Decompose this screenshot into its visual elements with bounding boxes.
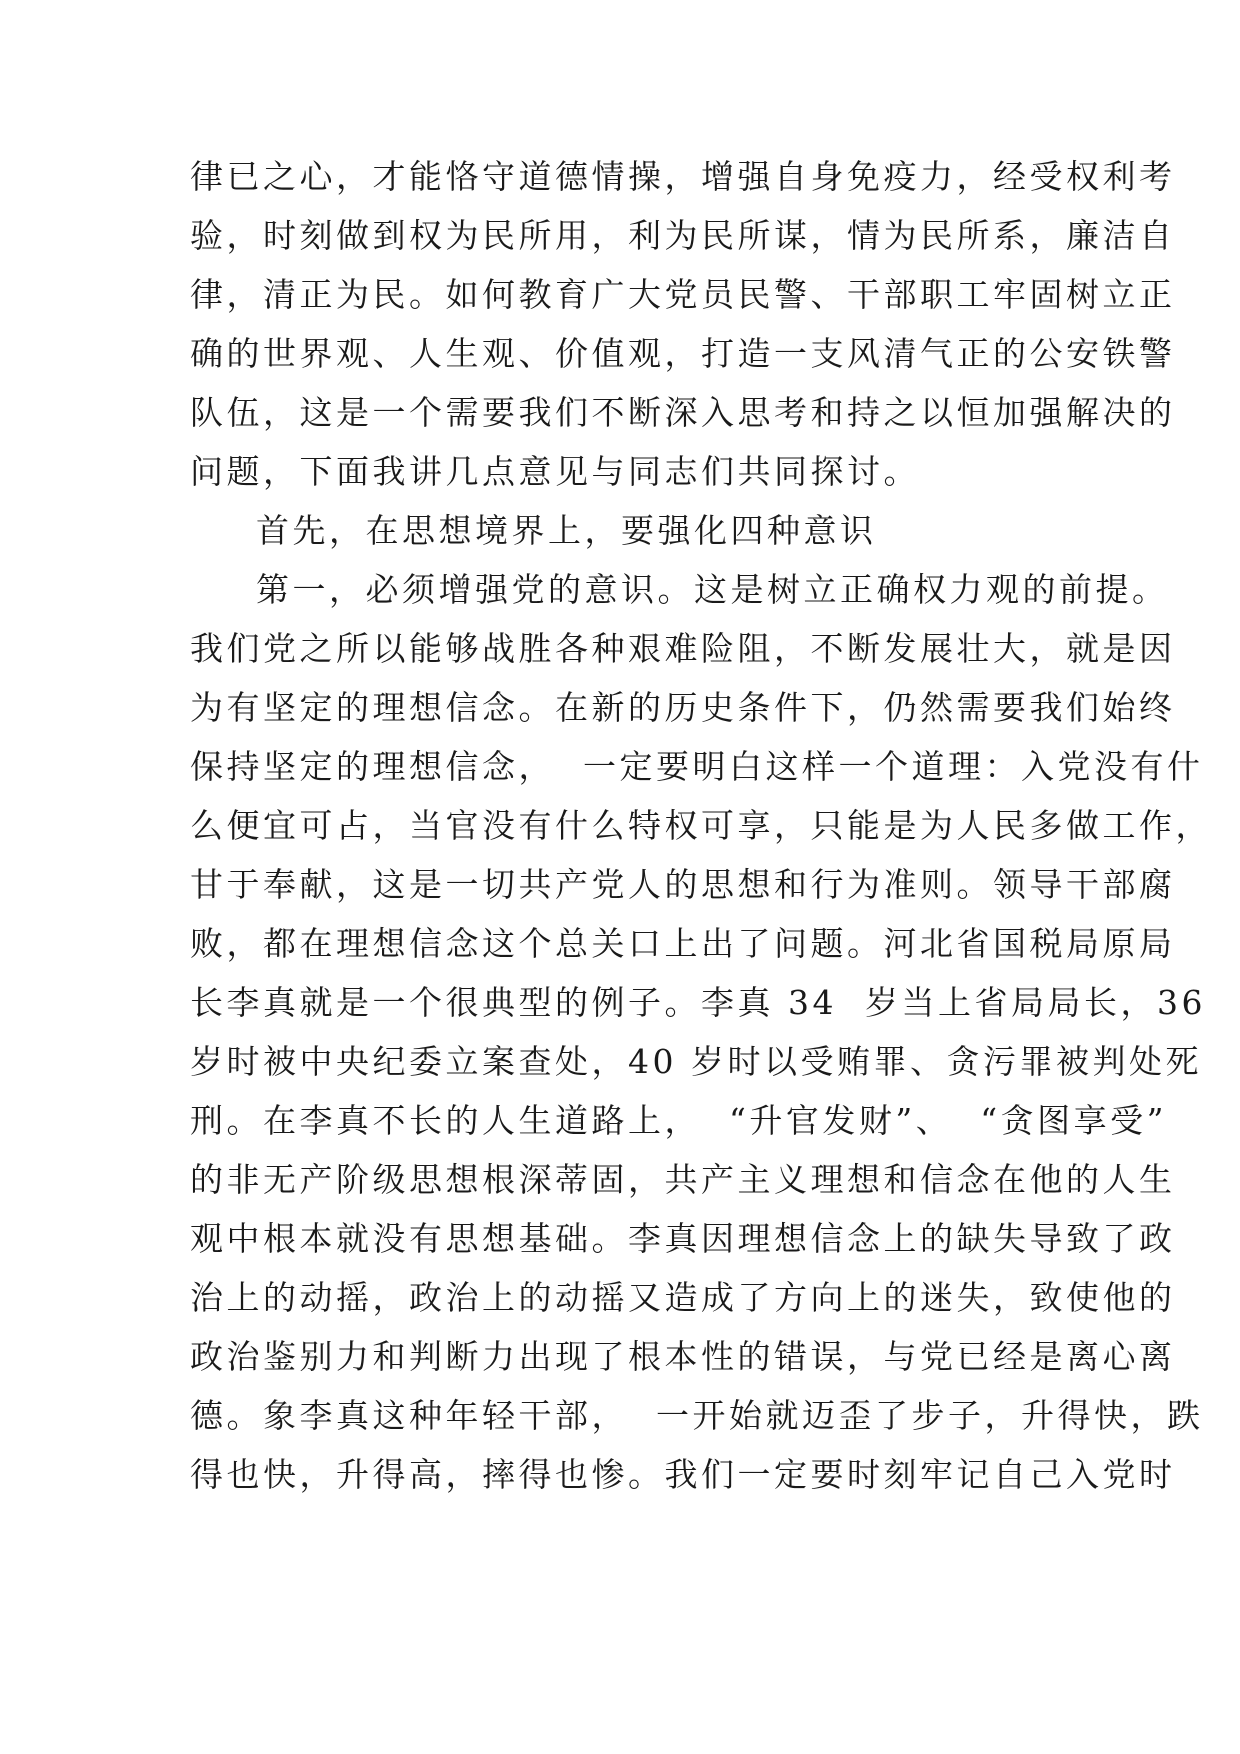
text-line: 刑。在李真不长的人生道路上， “升官发财”、 “贪图享受” [190, 1101, 1167, 1140]
text-line: 队伍，这是一个需要我们不断深入思考和持之以恒加强解决的 [190, 393, 1176, 432]
text-line: 的非无产阶级思想根深蒂固，共产主义理想和信念在他的人生 [190, 1160, 1176, 1199]
text-line: 为有坚定的理想信念。在新的历史条件下，仍然需要我们始终 [190, 688, 1176, 727]
section-heading: 首先，在思想境界上，要强化四种意识 [256, 511, 877, 550]
text-line: 问题，下面我讲几点意见与同志们共同探讨。 [190, 452, 920, 491]
text-line: 确的世界观、人生观、价值观，打造一支风清气正的公安铁警 [190, 334, 1176, 373]
text-line: 败，都在理想信念这个总关口上出了问题。河北省国税局原局 [190, 924, 1176, 963]
text-line: 观中根本就没有思想基础。李真因理想信念上的缺失导致了政 [190, 1219, 1176, 1258]
text-line: 长李真就是一个很典型的例子。李真 34 岁当上省局局长，36 [190, 983, 1206, 1022]
text-line: 我们党之所以能够战胜各种艰难险阻，不断发展壮大，就是因 [190, 629, 1176, 668]
text-line: 岁时被中央纪委立案查处，40 岁时以受贿罪、贪污罪被判处死 [190, 1042, 1202, 1081]
text-line: 甘于奉献，这是一切共产党人的思想和行为准则。领导干部腐 [190, 865, 1176, 904]
text-line: 德。象李真这种年轻干部， 一开始就迈歪了步子，升得快，跌 [190, 1396, 1204, 1435]
body-text [190, 147, 1212, 1504]
text-line: 律，清正为民。如何教育广大党员民警、干部职工牢固树立正 [190, 275, 1176, 314]
text-line: 治上的动摇，政治上的动摇又造成了方向上的迷失，致使他的 [190, 1278, 1176, 1317]
text-line: 政治鉴别力和判断力出现了根本性的错误，与党已经是离心离 [190, 1337, 1176, 1376]
text-line: 么便宜可占，当官没有什么特权可享，只能是为人民多做工作， [190, 806, 1212, 845]
text-line: 得也快，升得高，摔得也惨。我们一定要时刻牢记自己入党时 [190, 1455, 1176, 1494]
paragraph-first-line: 第一，必须增强党的意识。这是树立正确权力观的前提。 [256, 570, 1169, 609]
text-line: 验，时刻做到权为民所用，利为民所谋，情为民所系，廉洁自 [190, 216, 1176, 255]
text-line: 保持坚定的理想信念， 一定要明白这样一个道理：入党没有什 [190, 747, 1204, 786]
text-line: 律已之心，才能恪守道德情操，增强自身免疫力，经受权利考 [190, 157, 1176, 196]
